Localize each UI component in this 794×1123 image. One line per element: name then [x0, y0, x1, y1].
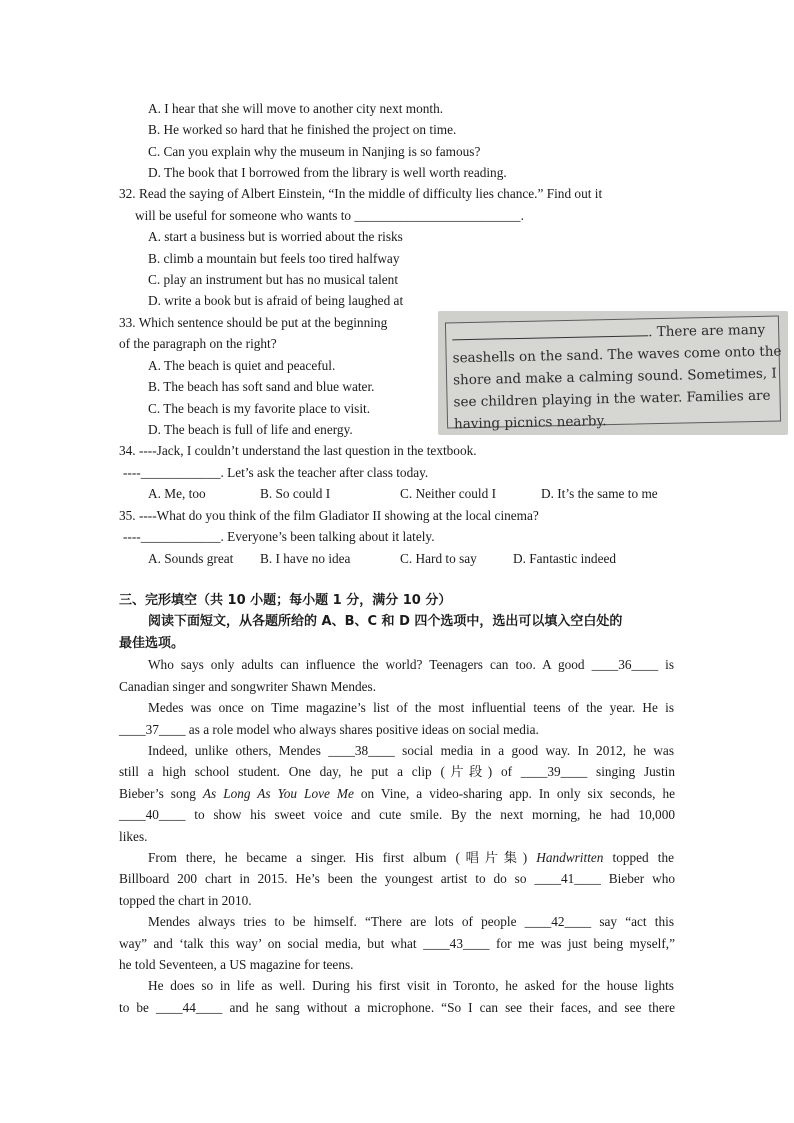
passage-p5-line3: he told Seventeen, a US magazine for teens. — [119, 957, 354, 972]
passage-p2-line2: ____37____ as a role model who always shares positive ideas on social media. — [119, 722, 539, 737]
paragraph-line-2: seashells on the sand. The waves come onto the — [452, 343, 782, 367]
q34-stem-line2: ----____________. Let’s ask the teacher after class today. — [123, 465, 429, 480]
q33-stem-line1: 33. Which sentence should be put at the beginning — [119, 315, 388, 330]
q34-option-c: C. Neither could I — [400, 486, 497, 501]
passage-p6-line2: to be ____44____ and he sang without a microphone. “So I can see their faces, and see there — [119, 1000, 675, 1015]
q34-option-a: A. Me, too — [148, 486, 206, 501]
q32-option-b: B. climb a mountain but feels too tired halfway — [148, 251, 400, 266]
passage-p4-line2: Billboard 200 chart in 2015. He’s been the youngest artist to do so ____41____ Bieber who — [119, 871, 675, 886]
passage-p6-line1: He does so in life as well. During his first visit in Toronto, he asked for the house lights — [148, 978, 674, 993]
q35-option-b: B. I have no idea — [260, 551, 351, 566]
q33-option-a: A. The beach is quiet and peaceful. — [148, 358, 336, 373]
q34-option-b: B. So could I — [260, 486, 331, 501]
section3-instruction-line1: 阅读下面短文，从各题所给的 A、B、C 和 D 四个选项中，选出可以填入空白处的 — [148, 614, 623, 629]
q33-option-d: D. The beach is full of life and energy. — [148, 422, 353, 437]
paragraph-line-4: see children playing in the water. Families are — [453, 387, 771, 411]
q32-stem-line2: will be useful for someone who wants to _________________________. — [135, 208, 524, 223]
q32-option-c: C. play an instrument but has no musical talent — [148, 272, 399, 287]
q31-option-a: A. I hear that she will move to another city next month. — [148, 101, 444, 116]
paragraph-line-1: . There are many — [648, 321, 766, 341]
q35-option-d: D. Fantastic indeed — [513, 551, 617, 566]
passage-p3-line3-start: Bieber’s song — [119, 786, 203, 801]
beach-paragraph-photo — [438, 311, 788, 435]
paragraph-blank — [452, 321, 648, 340]
q34-option-d: D. It’s the same to me — [541, 486, 658, 501]
q33-option-c: C. The beach is my favorite place to visit. — [148, 401, 371, 416]
q35-stem-line2: ----____________. Everyone’s been talking about it lately. — [123, 529, 435, 544]
passage-p3-line3-end: on Vine, a video-sharing app. In only six seconds, he — [353, 786, 675, 801]
passage-p4-line3: topped the chart in 2010. — [119, 893, 252, 908]
q31-option-c: C. Can you explain why the museum in Nanjing is so famous? — [148, 144, 481, 159]
song-title: As Long As You Love Me — [202, 786, 354, 801]
passage-p5-line2: way” and ‘talk this way’ on social media, but what ____43____ for me was just being myself,” — [119, 936, 675, 951]
q33-option-b: B. The beach has soft sand and blue water. — [148, 379, 375, 394]
passage-p4-line1-start: From there, he became a singer. His first album (唱片集) — [148, 850, 537, 865]
album-title: Handwritten — [536, 850, 604, 865]
passage-p4-line1 — [148, 849, 674, 866]
q32-option-a: A. start a business but is worried about the risks — [148, 229, 403, 244]
paragraph-line-3: shore and make a calming sound. Sometimes, I — [452, 365, 777, 389]
section3-instruction-line2: 最佳选项。 — [119, 636, 185, 651]
beach-paragraph-box — [445, 316, 782, 433]
passage-p1-line1: Who says only adults can influence the world? Teenagers can too. A good ____36____ is — [148, 657, 674, 672]
passage-p3-line4: ____40____ to show his sweet voice and cute smile. By the next morning, he had 10,000 — [119, 807, 675, 822]
q32-stem-line1: 32. Read the saying of Albert Einstein, “In the middle of difficulty lies chance.” Find out it — [119, 186, 603, 201]
q33-stem-line2: of the paragraph on the right? — [119, 336, 277, 351]
q34-stem-line1: 34. ----Jack, I couldn’t understand the last question in the textbook. — [119, 443, 477, 458]
q31-option-d: D. The book that I borrowed from the library is well worth reading. — [148, 165, 507, 180]
passage-p5-line1: Mendes always tries to be himself. “There are lots of people ____42____ say “act this — [148, 914, 674, 929]
q32-option-d: D. write a book but is afraid of being laughed at — [148, 293, 404, 308]
passage-p4-line1-end: topped the — [603, 850, 674, 865]
q35-stem-line1: 35. ----What do you think of the film Gladiator II showing at the local cinema? — [119, 508, 539, 523]
passage-p3-line3 — [119, 785, 675, 802]
section3-heading: 三、完形填空（共 10 小题；每小题 1 分，满分 10 分） — [119, 593, 452, 608]
passage-p1-line2: Canadian singer and songwriter Shawn Mendes. — [119, 679, 377, 694]
paragraph-line-5: having picnics nearby. — [453, 413, 607, 433]
q31-option-b: B. He worked so hard that he finished the project on time. — [148, 122, 457, 137]
q35-option-c: C. Hard to say — [400, 551, 477, 566]
passage-p3-line5: likes. — [119, 829, 148, 844]
passage-p2-line1: Medes was once on Time magazine’s list of the most influential teens of the year. He is — [148, 700, 674, 715]
q35-option-a: A. Sounds great — [148, 551, 234, 566]
passage-p3-line2: still a high school student. One day, he put a clip (片段) of ____39____ singing Justin — [119, 764, 675, 779]
passage-p3-line1: Indeed, unlike others, Mendes ____38____ social media in a good way. In 2012, he was — [148, 743, 674, 758]
